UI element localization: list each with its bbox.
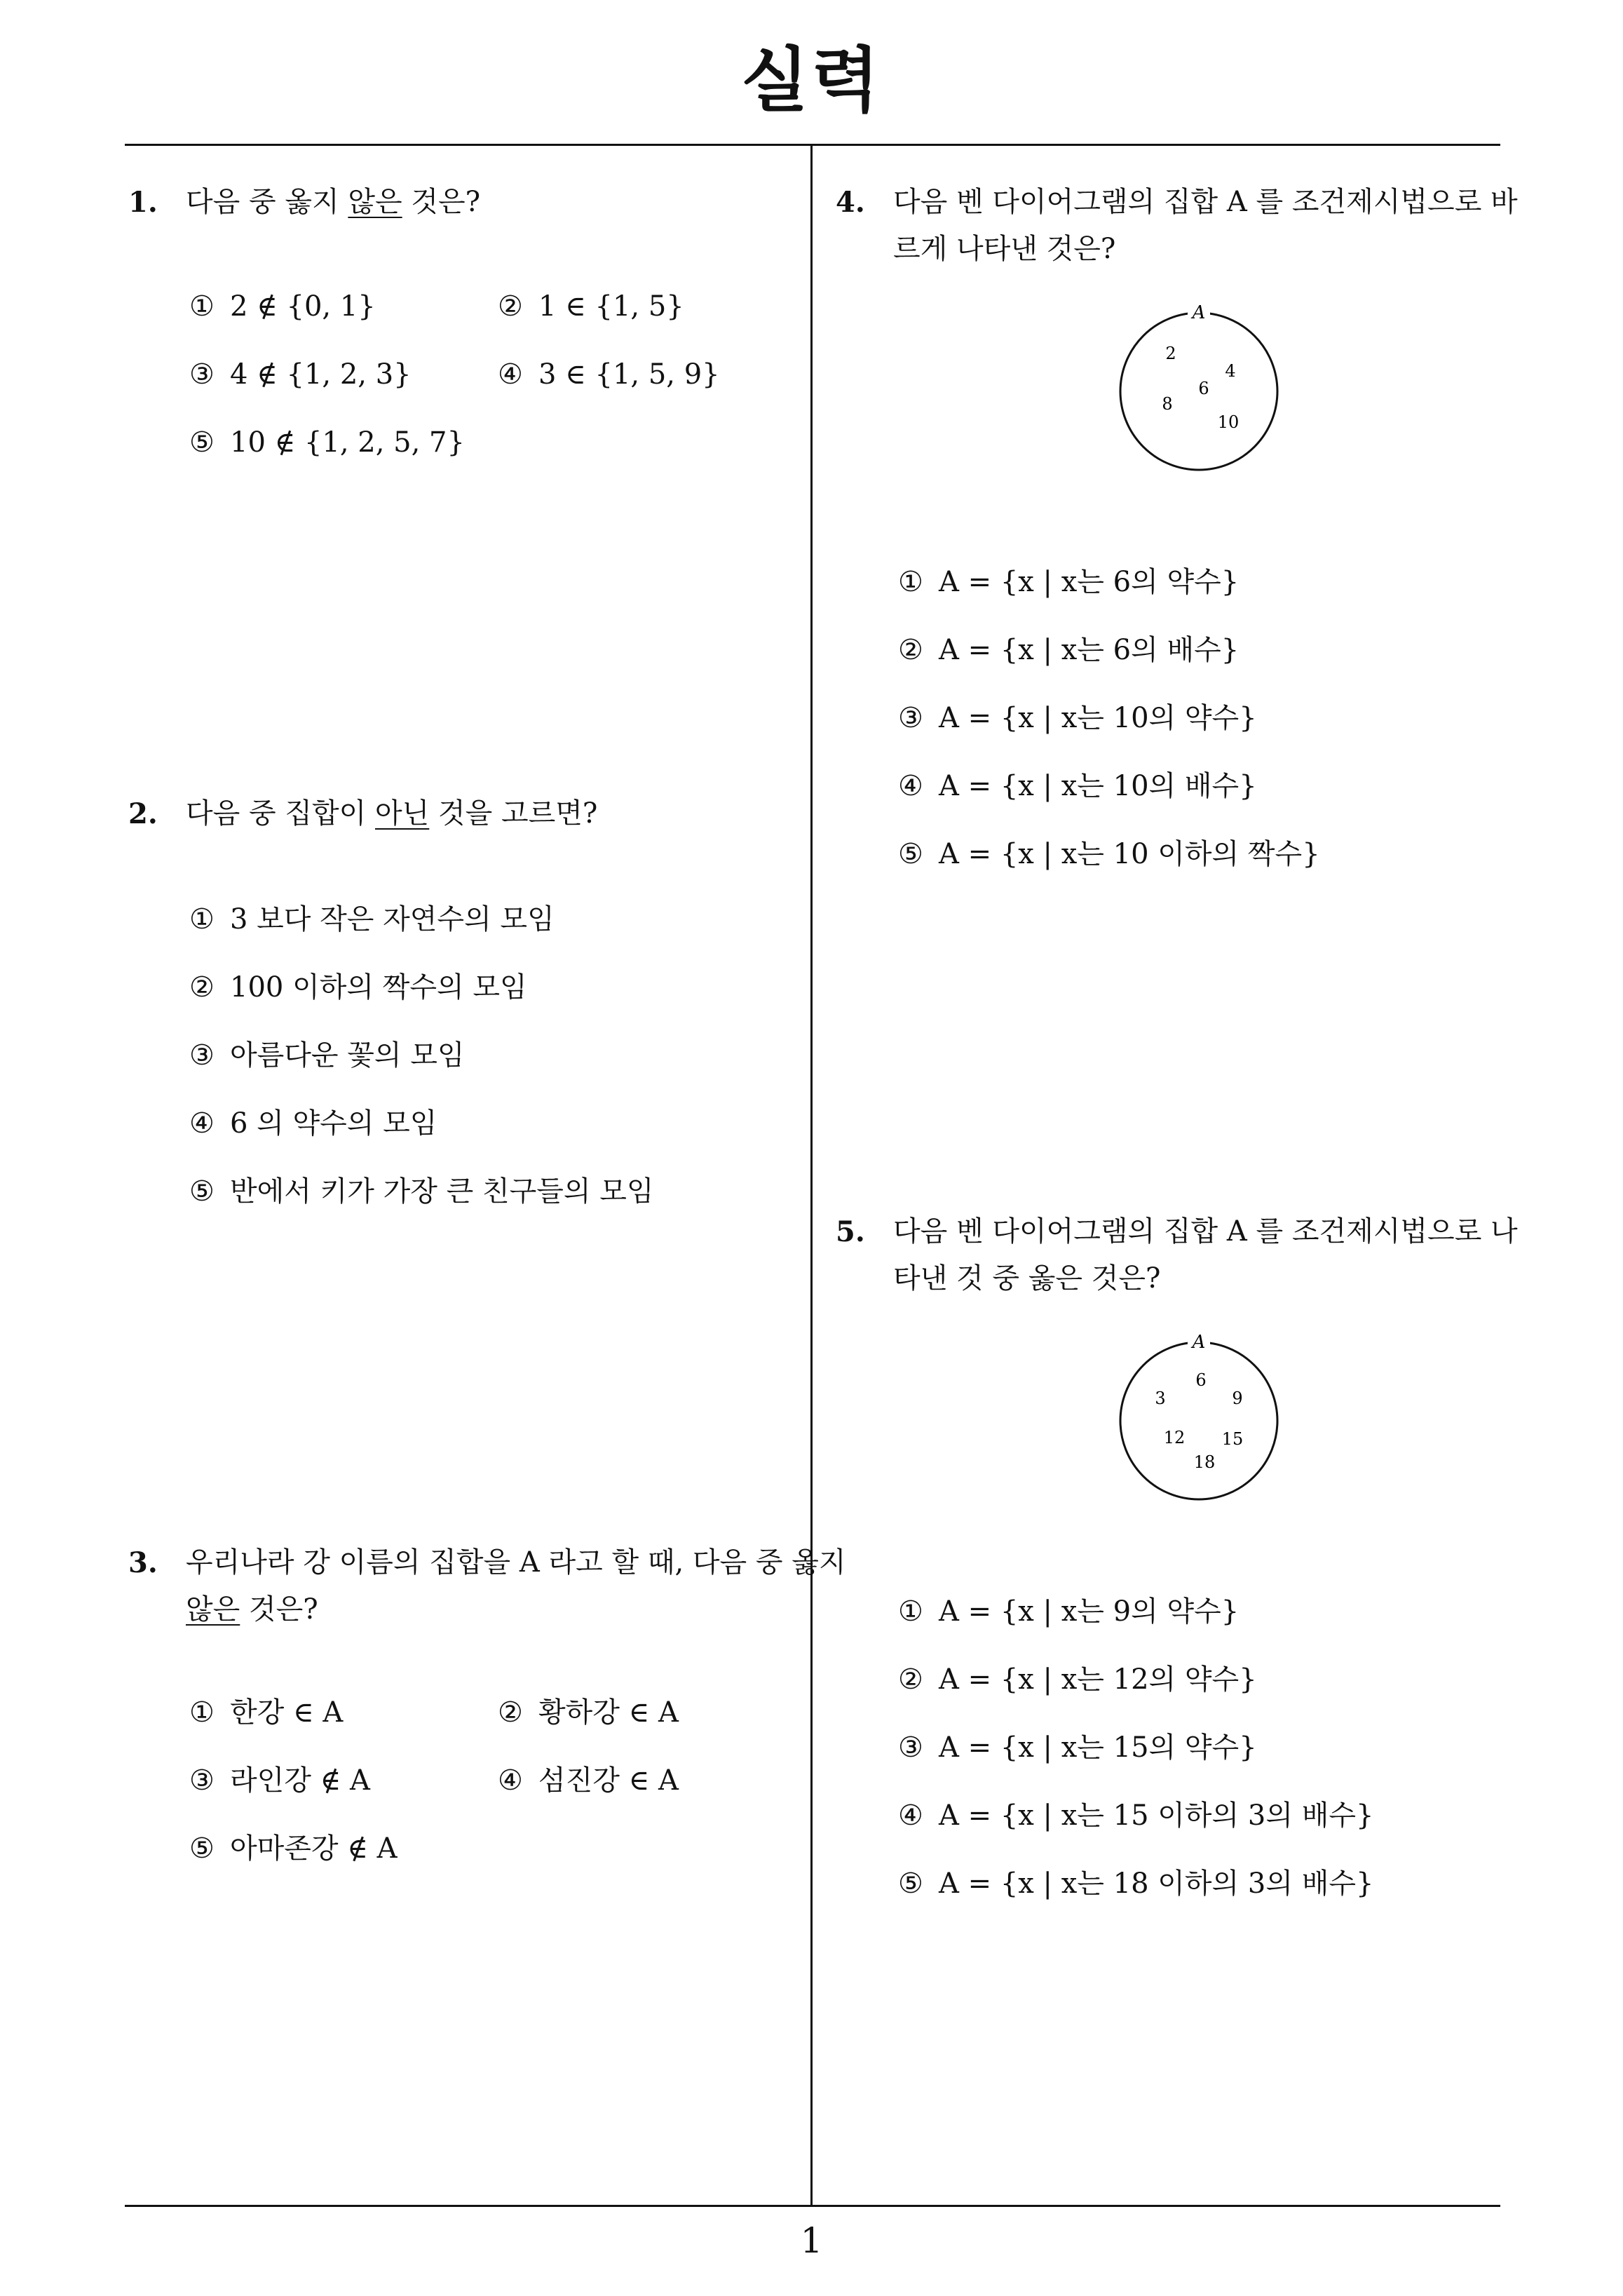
choice-1-4[interactable]: ④ 3 ∈ {1, 5, 9} (498, 358, 720, 391)
venn-element: 12 (1163, 1428, 1186, 1447)
venn-element: 4 (1225, 361, 1236, 381)
choice-4-5[interactable]: ⑤ A = {x | x는 10 이하의 짝수} (898, 838, 1320, 870)
choice-1-3[interactable]: ③ 4 ∉ {1, 2, 3} (189, 358, 412, 391)
choice-2-3[interactable]: ③ 아름다운 꽃의 모임 (189, 1039, 465, 1072)
question-4 (836, 179, 1537, 277)
question-text: 다음 중 집합이 아닌 것을 고르면? (186, 797, 598, 830)
venn-element: 10 (1217, 412, 1240, 432)
choice-1-2[interactable]: ② 1 ∈ {1, 5} (498, 290, 684, 323)
venn-element: 2 (1165, 344, 1176, 363)
choice-3-1[interactable]: ① 한강 ∈ A (189, 1696, 344, 1729)
venn-element: 9 (1232, 1389, 1243, 1408)
question-number: 5. (836, 1215, 865, 1248)
top-rule (125, 144, 1500, 146)
question-number: 4. (836, 186, 865, 219)
choice-1-1[interactable]: ① 2 ∉ {0, 1} (189, 290, 376, 323)
venn-element: 18 (1193, 1452, 1216, 1472)
choice-4-2[interactable]: ② A = {x | x는 6의 배수} (898, 634, 1240, 666)
choice-3-5[interactable]: ⑤ 아마존강 ∉ A (189, 1832, 398, 1865)
choice-2-2[interactable]: ② 100 이하의 짝수의 모임 (189, 971, 527, 1004)
question-text: 다음 벤 다이어그램의 집합 A 를 조건제시법으로 바 르게 나타낸 것은? (893, 186, 1518, 265)
venn-element: 6 (1195, 1370, 1207, 1390)
venn-element: 8 (1162, 394, 1173, 414)
choice-5-3[interactable]: ③ A = {x | x는 15의 약수} (898, 1731, 1257, 1764)
question-number: 3. (128, 1546, 158, 1579)
choice-5-1[interactable]: ① A = {x | x는 9의 약수} (898, 1595, 1240, 1628)
question-2 (128, 790, 794, 839)
venn-element: 6 (1198, 379, 1209, 398)
choice-4-4[interactable]: ④ A = {x | x는 10의 배수} (898, 770, 1257, 802)
page-title: 실력 (740, 39, 883, 121)
venn-element: 15 (1221, 1429, 1244, 1449)
venn-diagram-5 (1108, 1324, 1290, 1506)
column-divider (810, 144, 813, 2207)
choice-5-2[interactable]: ② A = {x | x는 12의 약수} (898, 1663, 1257, 1696)
question-number: 1. (128, 186, 158, 219)
bottom-rule (125, 2205, 1500, 2207)
choice-3-4[interactable]: ④ 섬진강 ∈ A (498, 1764, 679, 1797)
page-number: 1 (800, 2220, 823, 2261)
choice-2-1[interactable]: ① 3 보다 작은 자연수의 모임 (189, 903, 555, 936)
choice-4-1[interactable]: ① A = {x | x는 6의 약수} (898, 566, 1240, 598)
question-5 (836, 1208, 1537, 1306)
question-text: 다음 벤 다이어그램의 집합 A 를 조건제시법으로 나 타낸 것 중 옳은 것은? (893, 1215, 1518, 1295)
choice-5-5[interactable]: ⑤ A = {x | x는 18 이하의 3의 배수} (898, 1868, 1374, 1900)
question-1 (128, 179, 794, 228)
question-text: 다음 중 옳지 않은 것은? (186, 186, 481, 218)
set-label: A (1192, 302, 1206, 323)
choice-2-4[interactable]: ④ 6 의 약수의 모임 (189, 1107, 437, 1140)
choice-3-2[interactable]: ② 황하강 ∈ A (498, 1696, 679, 1729)
choice-2-5[interactable]: ⑤ 반에서 키가 가장 큰 친구들의 모임 (189, 1175, 654, 1208)
question-text: 우리나라 강 이름의 집합을 A 라고 할 때, 다음 중 옳지 않은 것은? (186, 1546, 846, 1626)
choice-3-3[interactable]: ③ 라인강 ∉ A (189, 1764, 370, 1797)
choice-4-3[interactable]: ③ A = {x | x는 10의 약수} (898, 702, 1257, 734)
set-label: A (1192, 1332, 1206, 1353)
question-number: 2. (128, 797, 158, 830)
question-3 (128, 1539, 846, 1637)
set-circle (1120, 1342, 1277, 1499)
venn-diagram-4 (1108, 295, 1290, 477)
choice-1-5[interactable]: ⑤ 10 ∉ {1, 2, 5, 7} (189, 426, 465, 459)
venn-element: 3 (1155, 1389, 1166, 1408)
choice-5-4[interactable]: ④ A = {x | x는 15 이하의 3의 배수} (898, 1799, 1374, 1832)
